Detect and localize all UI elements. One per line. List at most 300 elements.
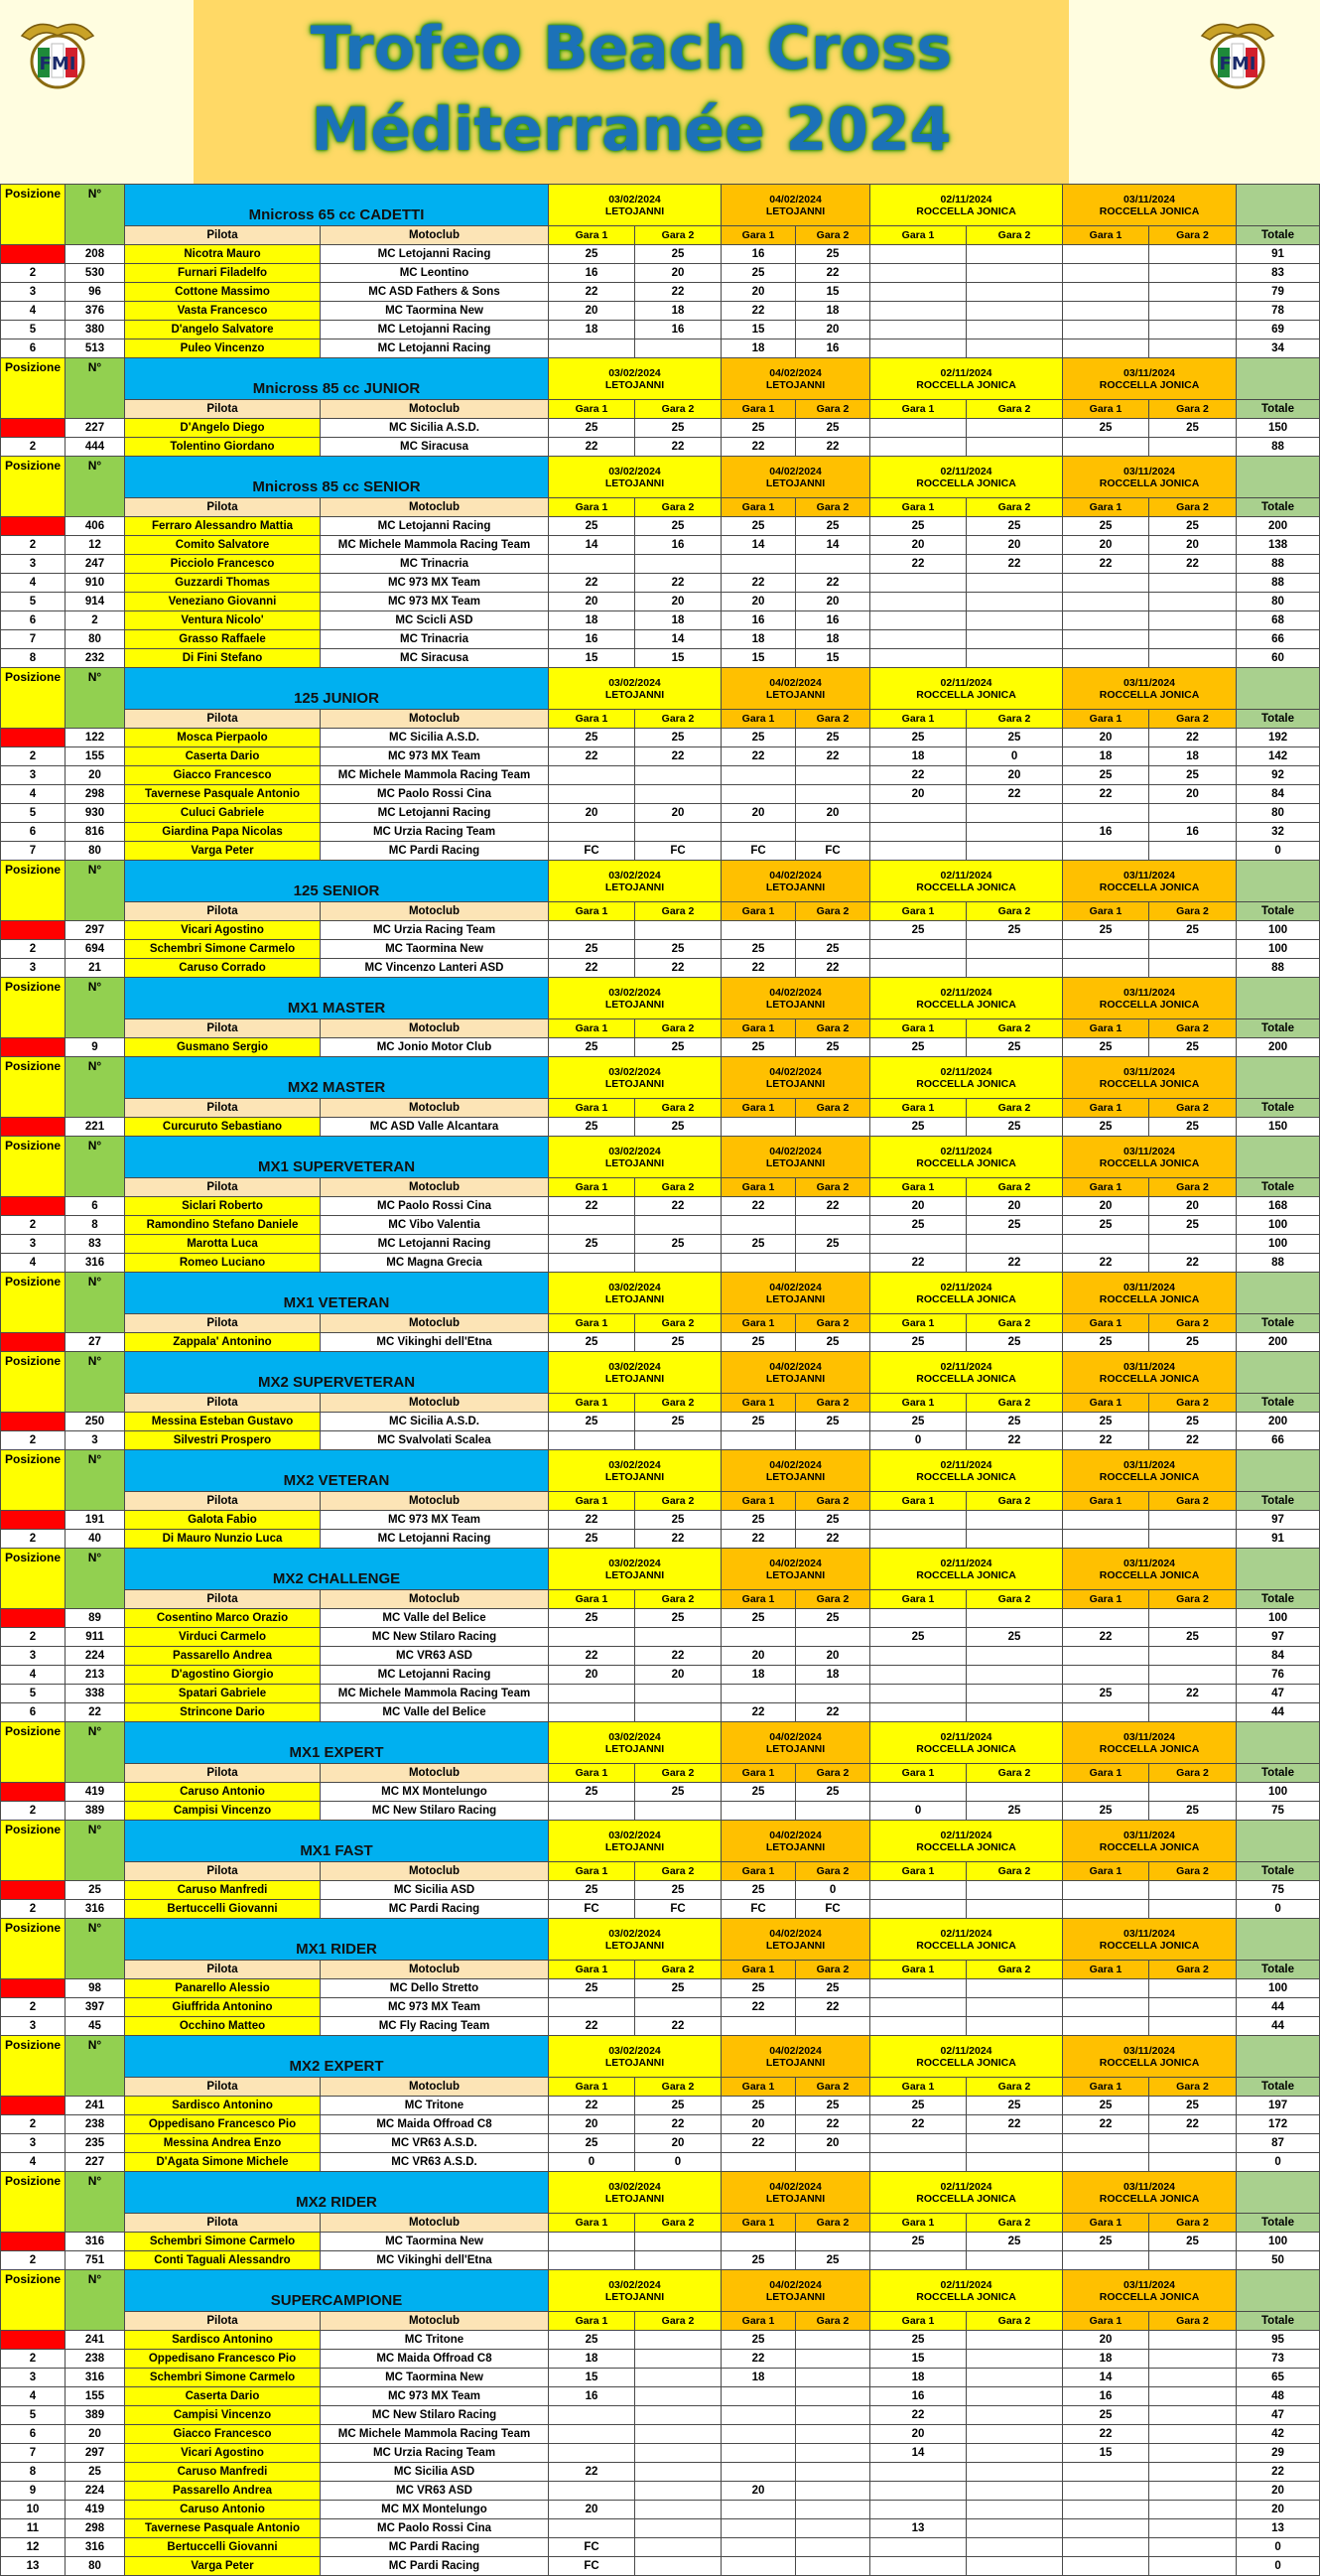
table-row [1, 593, 1320, 611]
rider-cell: Giacco Francesco [125, 2425, 321, 2444]
motoclub-cell: MC Taormina New [321, 2369, 549, 2387]
title-banner [194, 0, 1069, 184]
total-cell: 65 [1237, 2369, 1320, 2387]
e3-gara1-cell: 22 [870, 766, 967, 785]
gara2-label: Gara 2 [1149, 902, 1237, 921]
number-cell: 8 [66, 1216, 125, 1235]
e1-gara1-cell: 0 [549, 2153, 635, 2172]
e4-gara1-cell [1063, 2017, 1149, 2036]
event-date: 02/11/2024 [940, 986, 992, 999]
gara2-label: Gara 2 [1149, 1019, 1237, 1038]
e2-gara1-cell [722, 2425, 796, 2444]
e1-gara2-cell: 25 [635, 1511, 722, 1530]
e2-gara1-cell: 25 [722, 2331, 796, 2350]
e2-gara1-cell: 18 [722, 630, 796, 649]
gara2-label: Gara 2 [796, 1394, 870, 1413]
number-cell: 241 [66, 2097, 125, 2115]
e2-gara1-cell: 25 [722, 1979, 796, 1998]
position-cell: 2 [1, 2350, 66, 2369]
e3-gara1-cell [870, 2251, 967, 2270]
event-place: LETOJANNI [765, 881, 826, 893]
number-header: N° [66, 1352, 125, 1413]
total-cell: 60 [1237, 649, 1320, 668]
gara2-label: Gara 2 [796, 1178, 870, 1197]
number-cell: 21 [66, 959, 125, 978]
total-cell: 100 [1237, 921, 1320, 940]
e2-gara1-cell: 20 [722, 804, 796, 823]
e2-gara1-cell: 25 [722, 1609, 796, 1628]
e3-gara2-cell [967, 2482, 1063, 2501]
e4-gara2-cell [1149, 2406, 1237, 2425]
e4-gara2-cell [1149, 1979, 1237, 1998]
e4-gara1-cell: 22 [1063, 1628, 1149, 1647]
e3-gara1-cell: 20 [870, 1197, 967, 1216]
total-cell: 66 [1237, 1431, 1320, 1450]
number-cell: 389 [66, 2406, 125, 2425]
e1-gara2-cell [635, 2425, 722, 2444]
position-cell: 2 [1, 1802, 66, 1821]
e3-gara2-cell [967, 2501, 1063, 2519]
e4-gara2-cell: 20 [1149, 1197, 1237, 1216]
gara1-label: Gara 1 [1063, 710, 1149, 729]
rider-cell: Galota Fabio [125, 1511, 321, 1530]
event-header [1063, 1057, 1237, 1099]
e1-gara1-cell: 18 [549, 2350, 635, 2369]
e2-gara2-cell: 0 [796, 1881, 870, 1900]
rider-cell: Virduci Carmelo [125, 1628, 321, 1647]
pilota-label: Pilota [125, 2078, 321, 2097]
number-header: N° [66, 2172, 125, 2233]
e3-gara2-cell: 25 [967, 1802, 1063, 1821]
number-cell: 298 [66, 785, 125, 804]
rider-cell: Gusmano Sergio [125, 1038, 321, 1057]
motoclub-cell: MC Michele Mammola Racing Team [321, 536, 549, 555]
position-cell: 12 [1, 2538, 66, 2557]
number-header: N° [66, 2270, 125, 2331]
category-header-row [1, 978, 1320, 1019]
number-cell: 25 [66, 2463, 125, 2482]
e3-gara1-cell [870, 574, 967, 593]
event-header [870, 861, 1063, 902]
gara2-label: Gara 2 [1149, 1394, 1237, 1413]
total-cell: 32 [1237, 823, 1320, 842]
e3-gara1-cell [870, 2557, 967, 2576]
e2-gara2-cell [796, 921, 870, 940]
e1-gara1-cell: 15 [549, 649, 635, 668]
e2-gara2-cell: 18 [796, 1666, 870, 1685]
e1-gara1-cell [549, 1216, 635, 1235]
position-cell: 4 [1, 1254, 66, 1273]
total-cell: 50 [1237, 2251, 1320, 2270]
gara2-label: Gara 2 [635, 226, 722, 245]
rider-cell: Zappala' Antonino [125, 1333, 321, 1352]
e2-gara1-cell [722, 823, 796, 842]
event-header [722, 358, 870, 400]
gara1-label: Gara 1 [1063, 902, 1149, 921]
e2-gara1-cell [722, 2233, 796, 2251]
e4-gara1-cell: 25 [1063, 1685, 1149, 1703]
position-cell: 6 [1, 339, 66, 358]
table-row [1, 823, 1320, 842]
e4-gara2-cell: 25 [1149, 1802, 1237, 1821]
gara2-label: Gara 2 [635, 1764, 722, 1783]
event-header [870, 457, 1063, 498]
event-header [1063, 1722, 1237, 1764]
pilota-label: Pilota [125, 2312, 321, 2331]
e1-gara2-cell [635, 2557, 722, 2576]
e4-gara1-cell [1063, 1783, 1149, 1802]
event-header [722, 1450, 870, 1492]
e2-gara1-cell [722, 2387, 796, 2406]
motoclub-cell: MC 973 MX Team [321, 574, 549, 593]
e2-gara2-cell [796, 1216, 870, 1235]
motoclub-cell: MC Pardi Racing [321, 1900, 549, 1919]
e1-gara1-cell: 25 [549, 245, 635, 264]
gara2-label: Gara 2 [967, 1492, 1063, 1511]
e2-gara2-cell [796, 2331, 870, 2350]
event-place: LETOJANNI [604, 1568, 665, 1581]
e4-gara1-cell [1063, 940, 1149, 959]
event-header [1063, 861, 1237, 902]
gara1-label: Gara 1 [1063, 1961, 1149, 1979]
e4-gara2-cell: 22 [1149, 1685, 1237, 1703]
e4-gara1-cell [1063, 2153, 1149, 2172]
e3-gara2-cell [967, 2425, 1063, 2444]
motoclub-cell: MC Taormina New [321, 2233, 549, 2251]
e1-gara1-cell: 25 [549, 729, 635, 747]
rider-cell: Caruso Antonio [125, 1783, 321, 1802]
e1-gara2-cell: 25 [635, 517, 722, 536]
e1-gara1-cell: 25 [549, 2134, 635, 2153]
event-header [549, 1821, 722, 1862]
total-cell: 100 [1237, 1783, 1320, 1802]
e1-gara1-cell: 22 [549, 2017, 635, 2036]
event-place: LETOJANNI [765, 2192, 826, 2205]
e4-gara2-cell: 25 [1149, 921, 1237, 940]
e4-gara2-cell [1149, 264, 1237, 283]
motoclub-cell: MC Siracusa [321, 649, 549, 668]
e3-gara1-cell [870, 2538, 967, 2557]
event-place: LETOJANNI [604, 1470, 665, 1483]
e4-gara1-cell [1063, 611, 1149, 630]
position-cell: 3 [1, 283, 66, 302]
e2-gara2-cell: 20 [796, 2134, 870, 2153]
gara2-label: Gara 2 [1149, 400, 1237, 419]
event-place: LETOJANNI [604, 1292, 665, 1305]
event-header [549, 1273, 722, 1314]
totale-label: Totale [1237, 1178, 1320, 1197]
position-cell: 3 [1, 1235, 66, 1254]
motoclub-cell: MC Urzia Racing Team [321, 823, 549, 842]
number-cell: 191 [66, 1511, 125, 1530]
e1-gara1-cell [549, 1703, 635, 1722]
event-place: ROCCELLA JONICA [916, 1742, 1016, 1755]
e3-gara2-cell [967, 1511, 1063, 1530]
table-row [1, 283, 1320, 302]
event-date: 04/02/2024 [769, 1360, 822, 1373]
gara1-label: Gara 1 [870, 498, 967, 517]
e2-gara1-cell [722, 1216, 796, 1235]
e3-gara1-cell: 25 [870, 2331, 967, 2350]
motoclub-label: Motoclub [321, 1019, 549, 1038]
table-row [1, 2331, 1320, 2350]
motoclub-cell: MC Tritone [321, 2331, 549, 2350]
gara2-label: Gara 2 [1149, 1590, 1237, 1609]
number-header: N° [66, 457, 125, 517]
number-cell: 297 [66, 921, 125, 940]
e2-gara1-cell [722, 2557, 796, 2576]
motoclub-label: Motoclub [321, 1178, 549, 1197]
total-cell: 80 [1237, 804, 1320, 823]
event-header [1063, 1821, 1237, 1862]
category-title: MX1 FAST [125, 1821, 549, 1862]
e3-gara2-cell: 25 [967, 2097, 1063, 2115]
pilota-label: Pilota [125, 1961, 321, 1979]
category-header-row [1, 2036, 1320, 2078]
total-header-blank [1237, 185, 1320, 226]
table-row [1, 1802, 1320, 1821]
e1-gara2-cell: 16 [635, 321, 722, 339]
motoclub-label: Motoclub [321, 400, 549, 419]
e4-gara1-cell [1063, 804, 1149, 823]
e1-gara2-cell: 25 [635, 1235, 722, 1254]
table-row [1, 747, 1320, 766]
e1-gara2-cell [635, 2444, 722, 2463]
number-cell: 227 [66, 419, 125, 438]
e4-gara1-cell: 25 [1063, 2097, 1149, 2115]
e4-gara1-cell [1063, 2463, 1149, 2482]
gara2-label: Gara 2 [796, 2078, 870, 2097]
e3-gara2-cell [967, 2557, 1063, 2576]
position-cell: 2 [1, 2251, 66, 2270]
logo-text: FMI [1219, 54, 1256, 74]
event-place: ROCCELLA JONICA [1099, 1568, 1200, 1581]
event-date: 04/02/2024 [769, 1145, 822, 1157]
totale-label: Totale [1237, 1019, 1320, 1038]
position-cell: 4 [1, 574, 66, 593]
e2-gara2-cell [796, 1802, 870, 1821]
e2-gara1-cell: 18 [722, 339, 796, 358]
motoclub-cell: MC MX Montelungo [321, 2501, 549, 2519]
event-date: 03/02/2024 [608, 2278, 661, 2291]
position-cell: 5 [1, 1685, 66, 1703]
e1-gara1-cell: 16 [549, 264, 635, 283]
rider-cell: Caserta Dario [125, 747, 321, 766]
e3-gara2-cell: 22 [967, 1431, 1063, 1450]
gara2-label: Gara 2 [1149, 710, 1237, 729]
e4-gara1-cell [1063, 574, 1149, 593]
e3-gara2-cell [967, 1979, 1063, 1998]
e1-gara2-cell [635, 921, 722, 940]
e3-gara1-cell: 22 [870, 2406, 967, 2425]
e2-gara2-cell: 15 [796, 283, 870, 302]
motoclub-cell: MC Magna Grecia [321, 1254, 549, 1273]
e3-gara1-cell: 25 [870, 921, 967, 940]
total-cell: 20 [1237, 2501, 1320, 2519]
event-date: 02/11/2024 [940, 1557, 992, 1569]
page-header [0, 0, 1320, 184]
number-cell: 338 [66, 1685, 125, 1703]
gara1-label: Gara 1 [549, 1019, 635, 1038]
event-header [722, 2036, 870, 2078]
event-date: 03/02/2024 [608, 1730, 661, 1743]
e2-gara2-cell [796, 2482, 870, 2501]
motoclub-cell: MC Trinacria [321, 630, 549, 649]
e4-gara2-cell: 22 [1149, 1431, 1237, 1450]
rider-cell: Passarello Andrea [125, 2482, 321, 2501]
motoclub-cell: MC Jonio Motor Club [321, 1038, 549, 1057]
number-cell: 238 [66, 2115, 125, 2134]
rider-cell: Sardisco Antonino [125, 2331, 321, 2350]
e3-gara1-cell [870, 2501, 967, 2519]
e4-gara1-cell [1063, 1647, 1149, 1666]
event-date: 02/11/2024 [940, 1927, 992, 1940]
e3-gara2-cell: 25 [967, 1333, 1063, 1352]
e2-gara2-cell [796, 2233, 870, 2251]
total-header-blank [1237, 1549, 1320, 1590]
e1-gara1-cell [549, 1802, 635, 1821]
e4-gara1-cell: 25 [1063, 2406, 1149, 2425]
gara2-label: Gara 2 [635, 1019, 722, 1038]
category-header-row [1, 1450, 1320, 1492]
event-place: LETOJANNI [604, 1372, 665, 1385]
column-label-row [1, 2312, 1320, 2331]
gara1-label: Gara 1 [1063, 1862, 1149, 1881]
e3-gara1-cell: 25 [870, 2233, 967, 2251]
motoclub-cell: MC Pardi Racing [321, 2557, 549, 2576]
event-place: LETOJANNI [765, 2290, 826, 2303]
total-cell: 48 [1237, 2387, 1320, 2406]
e1-gara1-cell: 18 [549, 321, 635, 339]
event-date: 03/02/2024 [608, 1458, 661, 1471]
category-header-row [1, 1137, 1320, 1178]
number-cell: 40 [66, 1530, 125, 1549]
fmi-logo-icon [16, 14, 99, 97]
event-date: 03/02/2024 [608, 1927, 661, 1940]
gara1-label: Gara 1 [549, 1862, 635, 1881]
table-row [1, 2538, 1320, 2557]
number-header: N° [66, 861, 125, 921]
table-row [1, 1216, 1320, 1235]
e2-gara2-cell [796, 1118, 870, 1137]
event-place: LETOJANNI [765, 1568, 826, 1581]
event-place: ROCCELLA JONICA [1099, 378, 1200, 391]
motoclub-cell: MC Sicilia ASD [321, 2463, 549, 2482]
e2-gara2-cell: 25 [796, 245, 870, 264]
event-place: LETOJANNI [604, 688, 665, 701]
category-title: Mnicross 65 cc CADETTI [125, 185, 549, 226]
event-place: ROCCELLA JONICA [916, 378, 1016, 391]
category-header-row [1, 668, 1320, 710]
table-row [1, 2501, 1320, 2519]
e3-gara1-cell [870, 940, 967, 959]
e4-gara2-cell [1149, 2444, 1237, 2463]
e2-gara1-cell: 20 [722, 593, 796, 611]
e1-gara2-cell: 25 [635, 1783, 722, 1802]
e1-gara2-cell [635, 823, 722, 842]
event-header [549, 1057, 722, 1099]
gara2-label: Gara 2 [635, 2312, 722, 2331]
e3-gara1-cell [870, 804, 967, 823]
e1-gara1-cell: FC [549, 2557, 635, 2576]
motoclub-cell: MC New Stilaro Racing [321, 2406, 549, 2425]
gara2-label: Gara 2 [635, 902, 722, 921]
e1-gara2-cell: 15 [635, 649, 722, 668]
e2-gara1-cell: 14 [722, 536, 796, 555]
e3-gara1-cell [870, 283, 967, 302]
e3-gara2-cell: 22 [967, 1254, 1063, 1273]
totale-label: Totale [1237, 710, 1320, 729]
e2-gara2-cell [796, 2017, 870, 2036]
number-cell: 20 [66, 766, 125, 785]
number-cell: 914 [66, 593, 125, 611]
event-header [549, 457, 722, 498]
total-cell: 200 [1237, 1413, 1320, 1431]
e4-gara2-cell [1149, 2134, 1237, 2153]
table-row [1, 2425, 1320, 2444]
event-date: 03/11/2024 [1123, 1360, 1176, 1373]
category-header-row [1, 2270, 1320, 2312]
category-header-row [1, 2172, 1320, 2214]
e2-gara2-cell: 22 [796, 1998, 870, 2017]
gara2-label: Gara 2 [1149, 1099, 1237, 1118]
e2-gara1-cell [722, 2501, 796, 2519]
e2-gara2-cell: 22 [796, 264, 870, 283]
e1-gara1-cell: 22 [549, 574, 635, 593]
number-cell: 316 [66, 2538, 125, 2557]
e2-gara1-cell [722, 1628, 796, 1647]
rider-cell: Veneziano Giovanni [125, 593, 321, 611]
event-header [722, 1273, 870, 1314]
event-place: LETOJANNI [765, 1156, 826, 1169]
totale-label: Totale [1237, 2214, 1320, 2233]
event-place: ROCCELLA JONICA [916, 1568, 1016, 1581]
e4-gara1-cell: 25 [1063, 1413, 1149, 1431]
e3-gara1-cell: 20 [870, 2425, 967, 2444]
gara1-label: Gara 1 [722, 710, 796, 729]
e2-gara2-cell [796, 2463, 870, 2482]
event-header [549, 1137, 722, 1178]
rider-cell: Mosca Pierpaolo [125, 729, 321, 747]
number-cell: 96 [66, 283, 125, 302]
event-date: 03/02/2024 [608, 1065, 661, 1078]
event-header [722, 978, 870, 1019]
rider-cell: Caruso Manfredi [125, 2463, 321, 2482]
number-cell: 235 [66, 2134, 125, 2153]
e1-gara1-cell: 22 [549, 2463, 635, 2482]
e4-gara2-cell: 20 [1149, 785, 1237, 804]
e4-gara2-cell: 25 [1149, 517, 1237, 536]
motoclub-label: Motoclub [321, 2214, 549, 2233]
e1-gara2-cell: 22 [635, 1197, 722, 1216]
pilota-label: Pilota [125, 1019, 321, 1038]
gara1-label: Gara 1 [1063, 1099, 1149, 1118]
number-cell: 513 [66, 339, 125, 358]
number-cell: 316 [66, 2369, 125, 2387]
event-date: 04/02/2024 [769, 1065, 822, 1078]
logo-text: FMI [39, 54, 76, 74]
total-cell: 34 [1237, 339, 1320, 358]
e3-gara2-cell [967, 823, 1063, 842]
e3-gara1-cell: 25 [870, 2097, 967, 2115]
gara1-label: Gara 1 [722, 1314, 796, 1333]
e1-gara1-cell: 25 [549, 517, 635, 536]
total-cell: 0 [1237, 1900, 1320, 1919]
motoclub-cell: MC Michele Mammola Racing Team [321, 766, 549, 785]
gara1-label: Gara 1 [549, 2078, 635, 2097]
e1-gara2-cell [635, 2406, 722, 2425]
motoclub-label: Motoclub [321, 902, 549, 921]
